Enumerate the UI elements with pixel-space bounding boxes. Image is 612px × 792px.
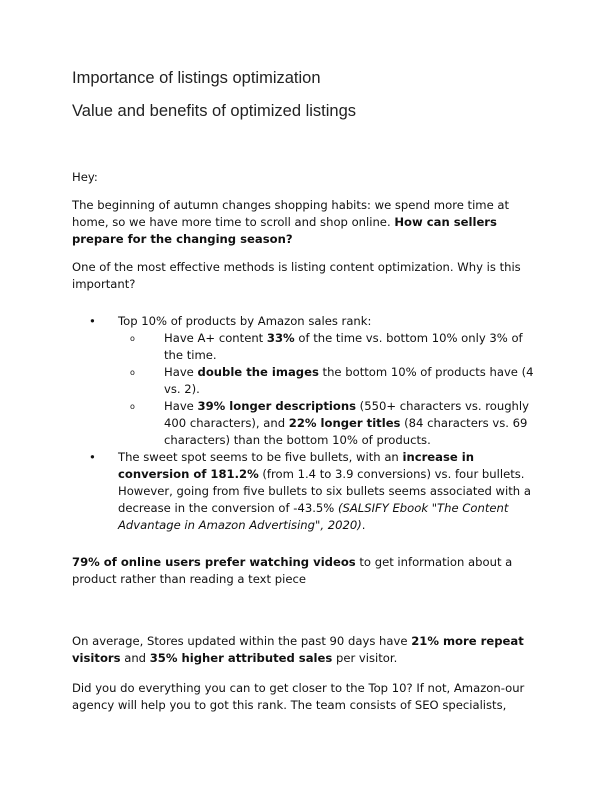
bold-text: 39% longer descriptions [197, 399, 356, 413]
text: . [361, 518, 366, 532]
list-item [72, 449, 542, 534]
text: (550+ characters vs. roughly 400 characters), and [164, 399, 529, 430]
text: the bottom 10% of products have (4 vs. 2). [164, 365, 534, 396]
document-subtitle: Value and benefits of optimized listings [72, 102, 357, 120]
bold-text: 22% longer titles [288, 416, 401, 430]
sub-list-item [118, 330, 542, 364]
intro-paragraph [72, 197, 542, 248]
text: (from 1.4 to 3.9 conversions) vs. four bullets. However, going from five bullets to six bullets seems associated with a decrease in the conversion of -43.5% [118, 467, 531, 515]
text: per visitor. [332, 651, 398, 665]
method-paragraph: One of the most effective methods is listing content optimization. Why is this important? [72, 260, 521, 291]
text: and [120, 651, 150, 665]
bold-text: 33% [266, 331, 295, 345]
stores-paragraph [72, 633, 542, 667]
sub-list-item [118, 364, 542, 398]
text: On average, Stores updated within the past 90 days have [72, 634, 412, 648]
agency-paragraph: Did you do everything you can to get closer to the Top 10? If not, Amazon-our agency will help you to got this rank. The team consists of SEO specialists, [72, 681, 525, 712]
stats-list [72, 313, 542, 534]
text: Have [164, 365, 198, 379]
sub-list-item [118, 398, 542, 449]
text: The beginning of autumn changes shopping habits: we spend more time at home, so we have more time to scroll and shop online. [72, 198, 510, 229]
bold-text: 21% more repeat visitors [72, 634, 524, 665]
text: Top 10% of products by Amazon sales rank: [118, 314, 372, 328]
greeting: Hey: [72, 170, 98, 184]
text: Have [164, 399, 198, 413]
list-item [72, 313, 542, 449]
video-paragraph [72, 554, 542, 588]
citation: (SALSIFY Ebook "The Content Advantage in Amazon Advertising", 2020) [118, 501, 509, 532]
bold-text: 35% higher attributed sales [149, 651, 333, 665]
text: The sweet spot seems to be five bullets, with an [118, 450, 403, 464]
text: (84 characters vs. 69 characters) than the bottom 10% of products. [164, 416, 528, 447]
text: to get information about a product rather than reading a text piece [72, 555, 513, 586]
bold-text: double the images [197, 365, 319, 379]
document-title: Importance of listings optimization [72, 69, 321, 87]
bold-text: How can sellers prepare for the changing season? [72, 215, 497, 246]
bold-text: 79% of online users prefer watching videos [72, 555, 356, 569]
text: Have A+ content [164, 331, 267, 345]
bold-text: increase in conversion of 181.2% [118, 450, 475, 481]
text: of the time vs. bottom 10% only 3% of the time. [164, 331, 523, 362]
